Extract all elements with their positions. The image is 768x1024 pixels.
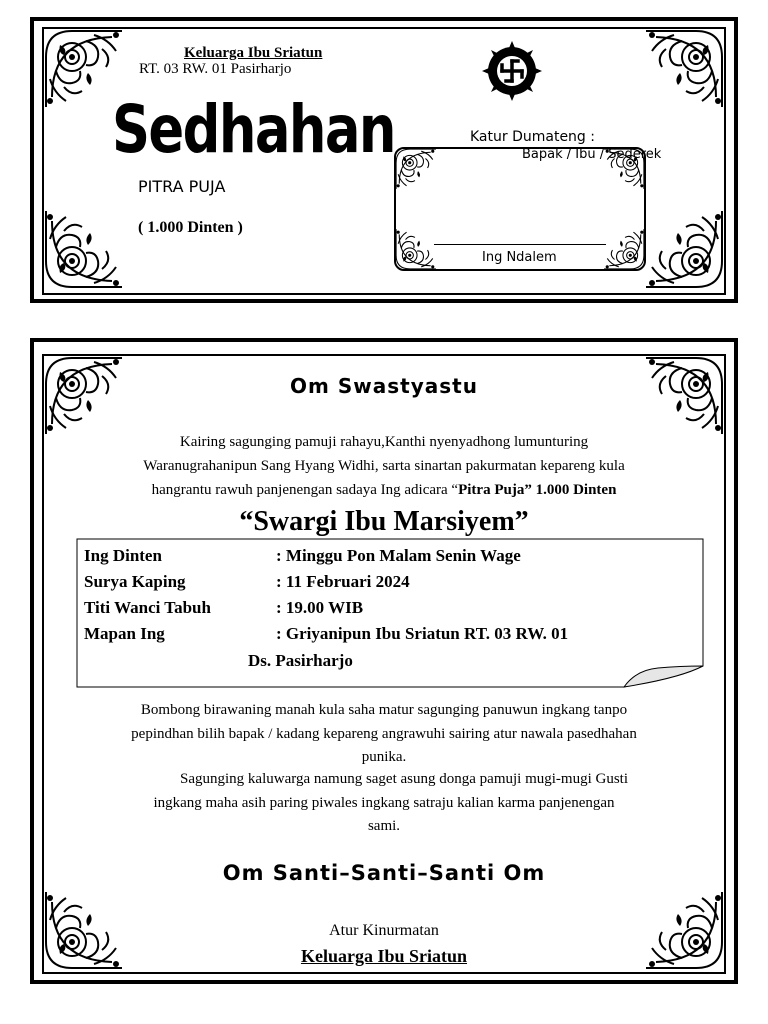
location-label: Ing Ndalem [482,250,557,265]
intro-line-3-text: hangrantu rawuh panjenengan sadaya Ing adicara “ [151,482,459,498]
inner-card [30,338,738,984]
intro-line-1: Kairing sagunging pamuji rahayu,Kanthi nyenyadhong lumunturing [179,434,589,450]
prayer-line-3: sami. [367,818,401,834]
ornament-corner-icon [394,227,438,271]
event-name: Pitra Puja” 1.000 Dinten [458,482,617,498]
front-card [30,17,738,303]
addressed-to-label: Katur Dumateng : [470,129,595,145]
greeting: Om Swastyastu [290,374,478,398]
ornament-corner-icon [394,147,438,191]
deceased-name: “Swargi Ibu Marsiyem” [239,506,529,537]
signature: Keluarga Ibu Sriatun [300,946,468,966]
prayer-line-2: ingkang maha asih paring piwales ingkang satraju kalian karma panjenengan [153,795,615,811]
closing-line-3: punika. [361,749,407,765]
detail-label: Mapan Ing [84,624,165,643]
detail-value: : Griyanipun Ibu Sriatun RT. 03 RW. 01 [276,624,569,643]
details-box [76,538,704,688]
detail-extra: Ds. Pasirharjo [248,651,353,670]
prayer-line-1: Sagunging kaluwarga namung saget asung donga pamuji mugi-mugi Gusti [180,771,628,787]
closing-line-2: pepindhan bilih bapak / kadang kepareng angrawuhi sairing atur nawala pasedhahan [131,726,637,742]
ornament-corner-icon [642,207,726,291]
address: RT. 03 RW. 01 Pasirharjo [139,61,292,77]
ornament-corner-icon [602,227,646,271]
ornament-corner-icon [642,27,726,111]
detail-label: Titi Wanci Tabuh [84,598,211,617]
detail-value: : Minggu Pon Malam Senin Wage [276,546,521,565]
family-heading: Keluarga Ibu Sriatun [184,45,323,61]
intro-line-2: Waranugrahanipun Sang Hyang Widhi, sarta sinartan pakurmatan kepareng kula [143,458,625,474]
ornament-corner-icon [42,207,126,291]
detail-label: Ing Dinten [84,546,162,565]
detail-value: : 19.00 WIB [276,598,364,617]
detail-value: : 11 Februari 2024 [276,572,410,591]
intro-line-3 [34,482,734,499]
subtitle: PITRA PUJA [138,177,226,196]
swastika-emblem-icon [480,39,544,103]
regards: Atur Kinurmatan [329,922,439,939]
days-count: ( 1.000 Dinten ) [138,219,243,236]
closing-line-1: Bombong birawaning manah kula saha matur sagunging panuwun ingkang tanpo [140,702,628,718]
location-rule [434,244,606,245]
closing-greeting: Om Santi–Santi–Santi Om [222,861,546,885]
detail-label: Surya Kaping [84,572,186,591]
addressee-line: Bapak / Ibu / Sederek [522,147,662,162]
page-title: Sedhahan [112,91,395,168]
addressee-box [394,147,646,271]
